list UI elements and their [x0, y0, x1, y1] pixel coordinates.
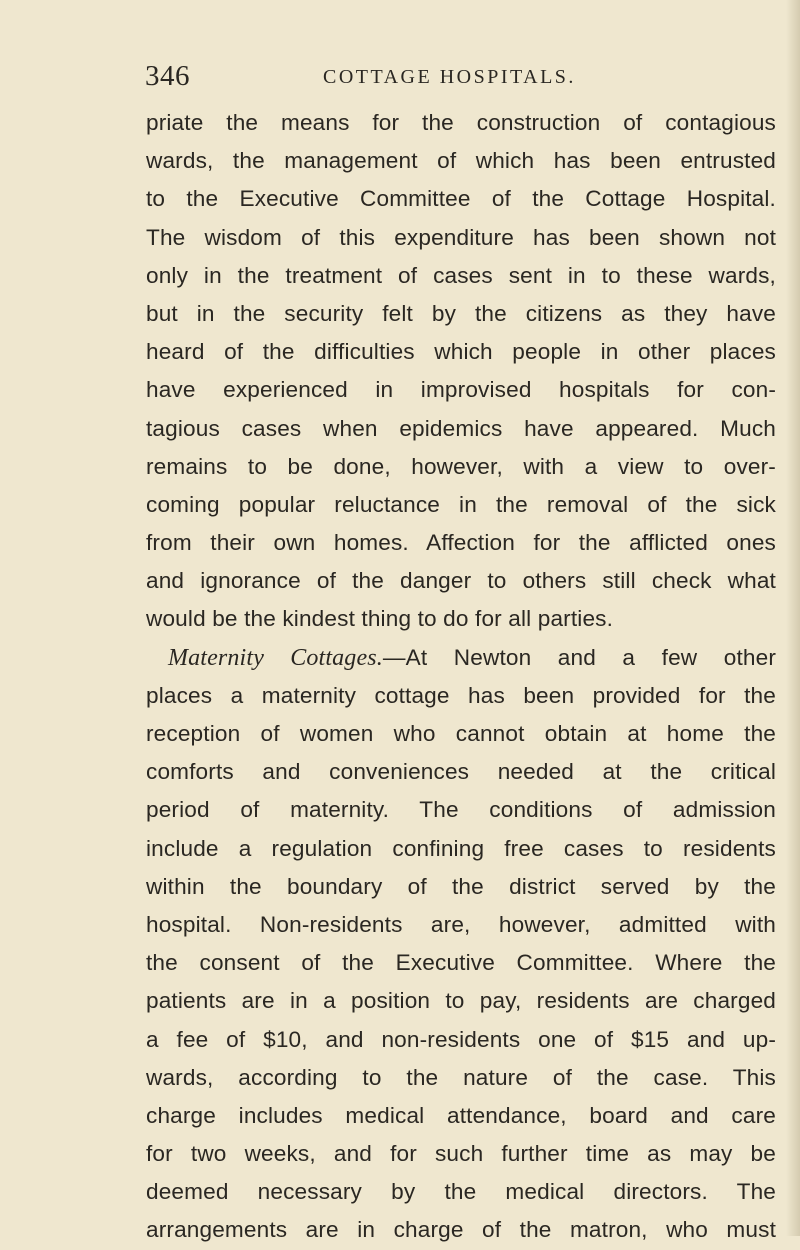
text-line: arrangements are in charge of the matron, who must [146, 1217, 776, 1243]
text-line: would be the kindest thing to do for all parties. [146, 606, 614, 632]
section-first-line [146, 639, 776, 677]
text-line: wards, according to the nature of the case. This [146, 1064, 776, 1090]
text-line: patients are in a position to pay, residents are charged [146, 988, 776, 1014]
text-line: tagious cases when epidemics have appeared. Much [146, 415, 776, 441]
text-line: reception of women who cannot obtain at home the [146, 721, 776, 746]
text-line: comforts and conveniences needed at the critical [146, 759, 776, 785]
text-line: a fee of $10, and non-residents one of $15 and up- [146, 1026, 776, 1052]
text-line: remains to be done, however, with a view to over- [146, 453, 776, 479]
text-line: to the Executive Committee of the Cottage Hospital. [146, 186, 776, 212]
text-line: for two weeks, and for such further time as may be [146, 1141, 776, 1167]
text-line: the consent of the Executive Committee. Where the [146, 950, 776, 976]
text-line: priate the means for the construction of contagious [146, 110, 776, 135]
text-line: coming popular reluctance in the removal of the sick [146, 491, 776, 517]
section-first-line-text: —At Newton and a few other [382, 644, 776, 670]
running-title: COTTAGE HOSPITALS. [323, 66, 576, 88]
text-line: wards, the management of which has been entrusted [146, 148, 776, 174]
text-line: charge includes medical attendance, board and care [146, 1102, 776, 1128]
text-line: period of maternity. The conditions of admission [146, 797, 776, 823]
text-line: include a regulation confining free cases to residents [146, 835, 776, 861]
text-line: within the boundary of the district served by the [146, 873, 776, 899]
running-head [145, 60, 665, 100]
text-line: only in the treatment of cases sent in to these wards, [146, 262, 776, 288]
text-line: places a maternity cottage has been provided for the [146, 682, 776, 708]
body-text [146, 104, 776, 1250]
section-heading: Maternity Cottages. [168, 644, 383, 671]
text-line: The wisdom of this expenditure has been shown not [146, 224, 776, 250]
text-line: hospital. Non-residents are, however, admitted with [146, 911, 776, 937]
text-line: heard of the difficulties which people in other places [146, 339, 776, 365]
text-line: but in the security felt by the citizens as they have [146, 300, 776, 326]
page-number: 346 [145, 60, 190, 92]
text-line: have experienced in improvised hospitals for con- [146, 377, 776, 403]
text-line: deemed necessary by the medical directors. The [146, 1179, 776, 1205]
page-edge-shadow [786, 0, 800, 1236]
text-line: from their own homes. Affection for the afflicted ones [146, 530, 776, 556]
text-line: and ignorance of the danger to others still check what [146, 568, 776, 594]
